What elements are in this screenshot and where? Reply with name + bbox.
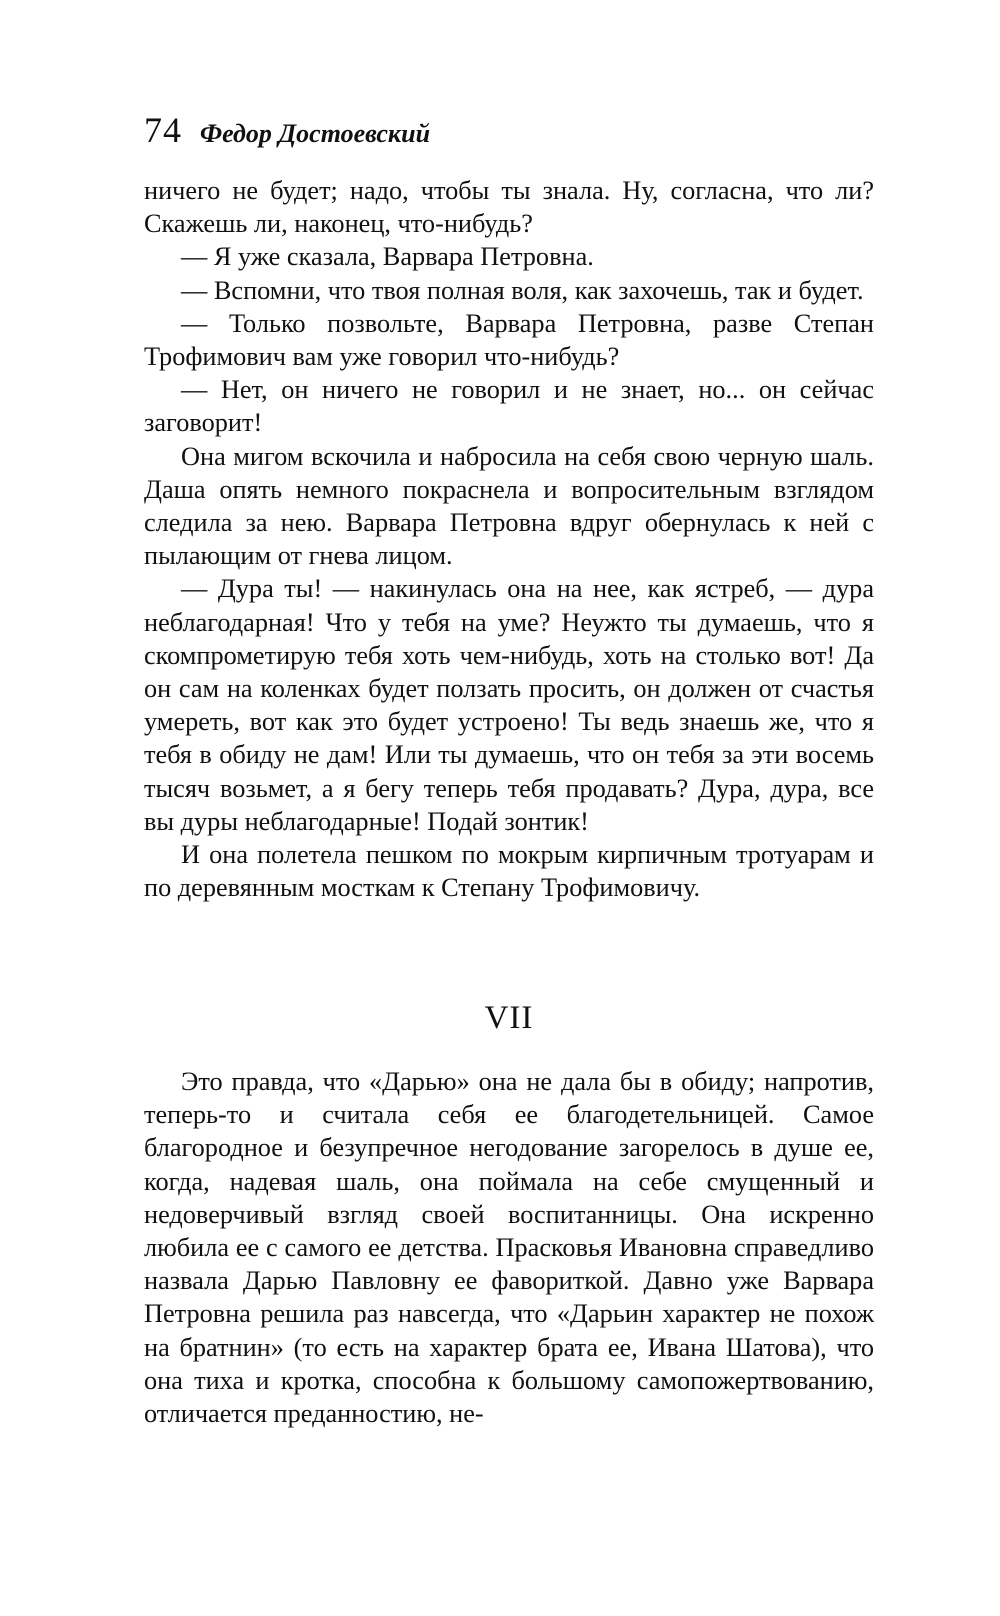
dialogue-line: — Вспомни, что твоя полная воля, как захочешь, так и будет. bbox=[181, 275, 864, 305]
dialogue-line: — Нет, он ничего не говорил и не знает, но... он сейчас заговорит! bbox=[144, 375, 874, 438]
paragraph: ничего не будет; надо, чтобы ты знала. Ну, согласна, что ли? Скажешь ли, наконец, что-нибудь? bbox=[144, 176, 874, 239]
dialogue-line: — Только позвольте, Варвара Петровна, разве Степан Трофимович вам уже говорил что-нибудь? bbox=[144, 308, 874, 372]
text-section-1 bbox=[144, 174, 874, 904]
dialogue-line: — Дура ты! — накинулась она на нее, как ястреб, — дура неблагодарная! Что у тебя на уме? Неужто ты думаешь, что я скомпрометирую тебя хоть чем-нибудь, хоть на столько вот! Да он сам на коленках будет ползать просить, он должен от счастья умереть, вот как это будет устроено! Ты ведь знаешь же, что я тебя в обиду не дам! Или ты думаешь, что он тебя за эти восемь тысяч возьмет, а я бегу теперь тебя продавать? Дура, дура, все вы дуры неблагодарные! Подай зонтик! bbox=[144, 574, 874, 836]
running-head bbox=[144, 108, 430, 152]
text-section-2 bbox=[144, 1065, 874, 1430]
dialogue-line: — Я уже сказала, Варвара Петровна. bbox=[181, 242, 594, 272]
paragraph: Это правда, что «Дарью» она не дала бы в обиду; напротив, теперь-то и считала себя ее благодетельницей. Самое благородное и безупречное негодование загорелось в душе ее, когда, надевая шаль, она поймала на себе смущенный и недоверчивый взгляд своей воспитанницы. Она искренно любила ее с самого ее детства. Прасковья Ивановна справедливо назвала Дарью Павловну ее фавориткой. Давно уже Варвара Петровна решила раз навсегда, что «Дарьин характер не похож на братнин» (то есть на характер брата ее, Ивана Шатова), что она тиха и кротка, способна к большому самопожертвованию, отличается преданностию, не- bbox=[144, 1067, 874, 1429]
chapter-heading: VII bbox=[484, 1000, 534, 1036]
paragraph: Она мигом вскочила и набросила на себя свою черную шаль. Даша опять немного покраснела и вопросительным взглядом следила за нею. Варвара Петровна вдруг обернулась к ней с пылающим от гнева лицом. bbox=[144, 441, 874, 571]
author-name: Федор Достоевский bbox=[200, 119, 431, 148]
paragraph: И она полетела пешком по мокрым кирпичным тротуарам и по деревянным мосткам к Степану Трофимовичу. bbox=[144, 840, 874, 903]
page-number: 74 bbox=[144, 110, 182, 150]
